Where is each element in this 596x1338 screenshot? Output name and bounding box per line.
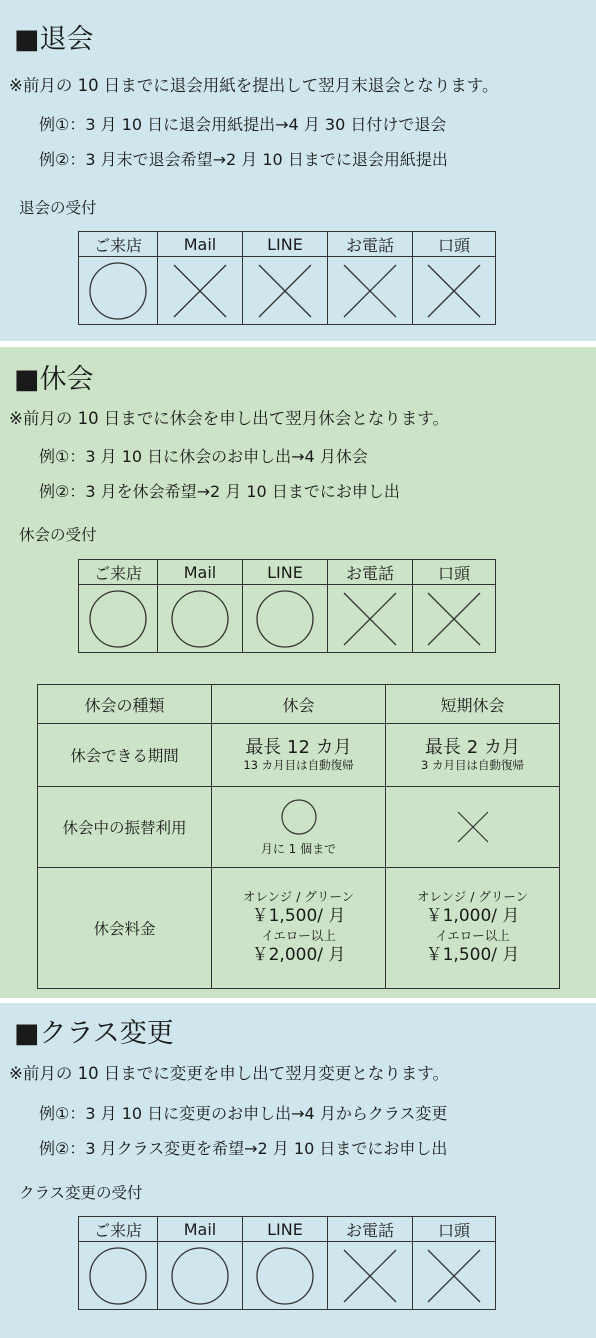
table-header: 短期休会: [386, 685, 560, 724]
method-mail: Mail: [158, 1217, 243, 1242]
accept-cell: [79, 585, 158, 653]
fee-kyukai: [212, 868, 386, 989]
fee-value: ￥1,500/ 月: [251, 906, 346, 927]
transfer-note: 月に 1 個まで: [260, 841, 337, 856]
period-kyukai: [212, 724, 386, 787]
accept-cell: [158, 585, 243, 653]
accept-cell: [328, 257, 413, 325]
method-line: LINE: [243, 1217, 328, 1242]
circle-mark: [79, 589, 157, 649]
accept-label: 退会の受付: [19, 199, 97, 217]
period-sub: 13 カ月目は自動復帰: [243, 758, 354, 773]
method-in-store: ご来店: [79, 560, 158, 585]
accept-cell: [158, 1242, 243, 1310]
accept-cell: [79, 257, 158, 325]
suspension-detail-table: [37, 684, 560, 989]
fee-value: ￥2,000/ 月: [251, 945, 346, 966]
withdrawal-section: [0, 0, 596, 341]
method-phone: お電話: [328, 560, 413, 585]
table-header: 休会: [212, 685, 386, 724]
example-1: 例①：3 月 10 日に退会用紙提出→4 月 30 日付けで退会: [39, 115, 447, 134]
method-mail: Mail: [158, 560, 243, 585]
fee-tier-label: イエロー以上: [435, 928, 510, 943]
fee-tier-label: イエロー以上: [261, 928, 336, 943]
accept-cell: [413, 257, 496, 325]
example-2: 例②：3 月末で退会希望→2 月 10 日までに退会用紙提出: [39, 150, 448, 169]
example-2: 例②：3 月クラス変更を希望→2 月 10 日までにお申し出: [39, 1139, 448, 1158]
section-title: ■退会: [14, 24, 94, 55]
class-change-section: [0, 1003, 596, 1338]
method-phone: お電話: [328, 232, 413, 257]
method-line: LINE: [243, 560, 328, 585]
transfer-short: [386, 787, 560, 868]
row-label-transfer: 休会中の振替利用: [38, 787, 212, 868]
fee-value: ￥1,500/ 月: [425, 945, 520, 966]
accept-cell: [413, 1242, 496, 1310]
method-mail: Mail: [158, 232, 243, 257]
cross-mark: [413, 589, 495, 649]
accept-cell: [328, 585, 413, 653]
fee-tier-label: オレンジ / グリーン: [242, 888, 355, 904]
method-verbal: 口頭: [413, 1217, 496, 1242]
accept-label: クラス変更の受付: [19, 1184, 143, 1202]
accept-table: [78, 231, 496, 325]
accept-table: [78, 1216, 496, 1310]
method-phone: お電話: [328, 1217, 413, 1242]
accept-cell: [79, 1242, 158, 1310]
accept-table: [78, 559, 496, 653]
section-title: ■休会: [14, 364, 94, 395]
fee-value: ￥1,000/ 月: [425, 906, 520, 927]
accept-cell: [243, 257, 328, 325]
section-note: ※前月の 10 日までに変更を申し出て翌月変更となります。: [9, 1064, 449, 1083]
cross-mark: [328, 261, 412, 321]
row-label-period: 休会できる期間: [38, 724, 212, 787]
section-note: ※前月の 10 日までに退会用紙を提出して翌月末退会となります。: [9, 76, 499, 95]
circle-mark: [158, 1246, 242, 1306]
method-line: LINE: [243, 232, 328, 257]
method-verbal: 口頭: [413, 560, 496, 585]
circle-mark: [158, 589, 242, 649]
circle-mark: [79, 1246, 157, 1306]
cross-mark: [158, 261, 242, 321]
cross-mark: [456, 810, 490, 844]
cross-mark: [243, 261, 327, 321]
method-verbal: 口頭: [413, 232, 496, 257]
accept-cell: [328, 1242, 413, 1310]
fee-short: [386, 868, 560, 989]
circle-mark: [280, 798, 318, 836]
circle-mark: [243, 1246, 327, 1306]
example-1: 例①：3 月 10 日に休会のお申し出→4 月休会: [39, 447, 368, 466]
period-main: 最長 12 カ月: [245, 736, 352, 758]
period-main: 最長 2 カ月: [425, 736, 520, 758]
cross-mark: [328, 1246, 412, 1306]
accept-cell: [413, 585, 496, 653]
cross-mark: [413, 1246, 495, 1306]
period-short: [386, 724, 560, 787]
period-sub: 3 カ月目は自動復帰: [421, 758, 524, 773]
accept-label: 休会の受付: [19, 526, 97, 544]
circle-mark: [243, 589, 327, 649]
suspension-section: [0, 347, 596, 998]
example-2: 例②：3 月を休会希望→2 月 10 日までにお申し出: [39, 482, 400, 501]
method-in-store: ご来店: [79, 1217, 158, 1242]
section-note: ※前月の 10 日までに休会を申し出て翌月休会となります。: [9, 409, 449, 428]
cross-mark: [328, 589, 412, 649]
accept-cell: [243, 1242, 328, 1310]
example-1: 例①：3 月 10 日に変更のお申し出→4 月からクラス変更: [39, 1104, 448, 1123]
method-in-store: ご来店: [79, 232, 158, 257]
fee-tier-label: オレンジ / グリーン: [416, 888, 529, 904]
circle-mark: [79, 261, 157, 321]
cross-mark: [413, 261, 495, 321]
row-label-fee: 休会料金: [38, 868, 212, 989]
accept-cell: [158, 257, 243, 325]
transfer-kyukai: [212, 787, 386, 868]
section-title: ■クラス変更: [14, 1018, 174, 1049]
table-header: 休会の種類: [38, 685, 212, 724]
accept-cell: [243, 585, 328, 653]
